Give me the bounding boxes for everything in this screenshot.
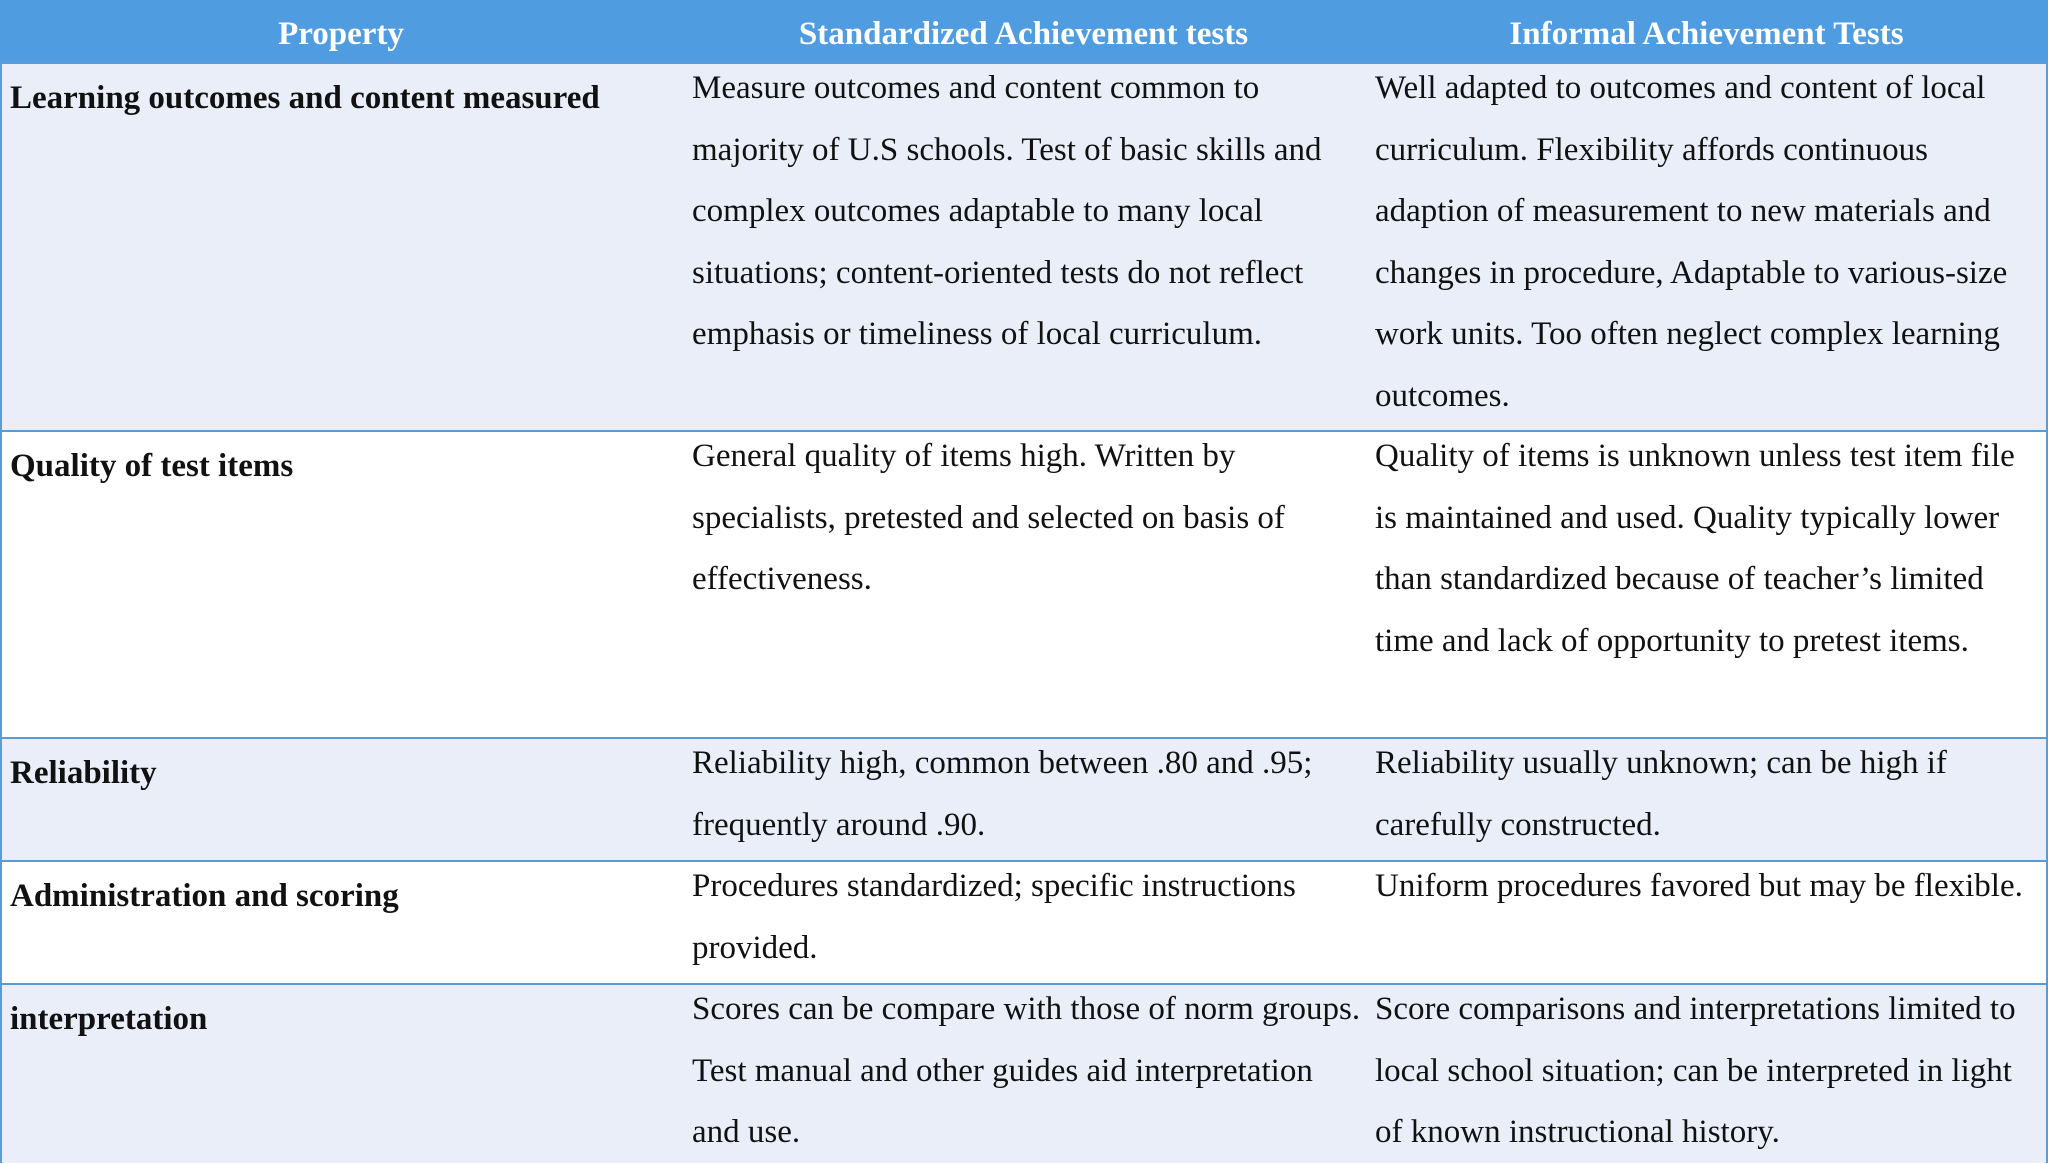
table-row <box>0 737 2048 860</box>
informal-cell: Uniform procedures favored but may be flexible. <box>1375 868 2023 904</box>
table-row <box>0 430 2048 737</box>
table-row <box>0 983 2048 1163</box>
table-header <box>0 0 2048 62</box>
standardized-cell: General quality of items high. Written by specialists, pretested and selected on basis of effectiveness. <box>692 438 1285 597</box>
informal-cell: Quality of items is unknown unless test item file is maintained and used. Quality typically lower than standardized because of teacher’s limited time and lack of opportunity to pretest items. <box>1375 438 2015 659</box>
informal-cell: Well adapted to outcomes and content of local curriculum. Flexibility affords continuous adaption of measurement to new materials and changes in procedure, Adaptable to various-size work units. Too often neglect complex learning outcomes. <box>1375 70 2008 414</box>
standardized-cell: Reliability high, common between .80 and .95; frequently around .90. <box>692 745 1313 843</box>
property-cell: Reliability <box>10 755 157 791</box>
informal-cell: Score comparisons and interpretations limited to local school situation; can be interpreted in light of known instructional history. <box>1375 991 2016 1150</box>
property-cell: Administration and scoring <box>10 878 399 914</box>
table-row <box>0 860 2048 983</box>
property-cell: Learning outcomes and content measured <box>10 80 600 116</box>
table-row <box>0 62 2048 430</box>
standardized-cell: Measure outcomes and content common to majority of U.S schools. Test of basic skills and complex outcomes adaptable to many local situations; content-oriented tests do not reflect emphasis or timeliness of local curriculum. <box>692 70 1322 352</box>
header-standardized: Standardized Achievement tests <box>798 16 1249 52</box>
standardized-cell: Scores can be compare with those of norm groups. Test manual and other guides aid interpretation and use. <box>692 991 1361 1150</box>
header-property: Property <box>278 16 404 52</box>
informal-cell: Reliability usually unknown; can be high if carefully constructed. <box>1375 745 1947 843</box>
header-informal: Informal Achievement Tests <box>1509 16 1904 52</box>
property-cell: Quality of test items <box>10 448 294 484</box>
property-cell: interpretation <box>10 1001 208 1037</box>
standardized-cell: Procedures standardized; specific instructions provided. <box>692 868 1296 966</box>
